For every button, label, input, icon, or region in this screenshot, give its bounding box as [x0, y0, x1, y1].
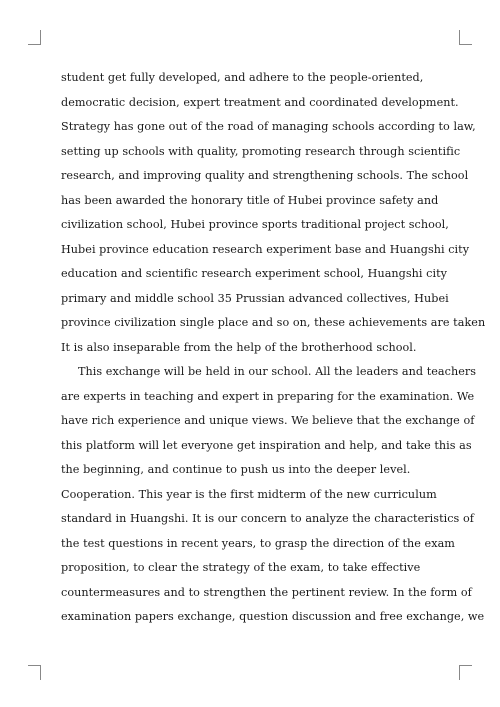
document-body [61, 66, 486, 630]
text-line: education and scientific research experiment school, Huangshi city [61, 267, 448, 280]
text-line: province civilization single place and so on, these achievements are taken [61, 316, 486, 329]
text-line: this platform will let everyone get inspiration and help, and take this as [61, 438, 472, 452]
paragraph-2 [61, 360, 485, 630]
crop-mark-bottom-left [28, 665, 41, 680]
text-line: primary and middle school 35 Prussian advanced collectives, Hubei [61, 291, 449, 305]
text-line: It is also inseparable from the help of the brotherhood school. [61, 340, 417, 354]
paragraph-1 [61, 66, 486, 360]
text-line: the test questions in recent years, to grasp the direction of the exam [61, 536, 455, 550]
text-line: Hubei province education research experiment base and Huangshi city [61, 242, 470, 256]
text-line: civilization school, Hubei province sports traditional project school, [61, 218, 449, 231]
text-line: have rich experience and unique views. We believe that the exchange of [61, 414, 475, 427]
text-line: examination papers exchange, question discussion and free exchange, we [61, 610, 485, 623]
text-line: research, and improving quality and strengthening schools. The school [61, 169, 469, 182]
text-line: has been awarded the honorary title of Hubei province safety and [61, 193, 439, 207]
text-line: countermeasures and to strengthen the pertinent review. In the form of [61, 585, 472, 599]
crop-mark-bottom-right [459, 665, 472, 680]
text-line: This exchange will be held in our school. All the leaders and teachers [78, 365, 477, 378]
text-line: are experts in teaching and expert in preparing for the examination. We [61, 389, 475, 403]
text-line: the beginning, and continue to push us into the deeper level. [61, 463, 411, 476]
text-line: proposition, to clear the strategy of the exam, to take effective [61, 561, 421, 574]
text-line: setting up schools with quality, promoting research through scientific [61, 144, 461, 158]
text-line: student get fully developed, and adhere to the people-oriented, [61, 71, 424, 84]
text-line: standard in Huangshi. It is our concern to analyze the characteristics of [61, 512, 474, 525]
text-line: Strategy has gone out of the road of managing schools according to law, [61, 120, 476, 133]
crop-mark-top-left [28, 30, 41, 45]
text-line: democratic decision, expert treatment and coordinated development. [61, 95, 459, 109]
text-line: Cooperation. This year is the first midterm of the new curriculum [61, 487, 437, 501]
crop-mark-top-right [459, 30, 472, 45]
